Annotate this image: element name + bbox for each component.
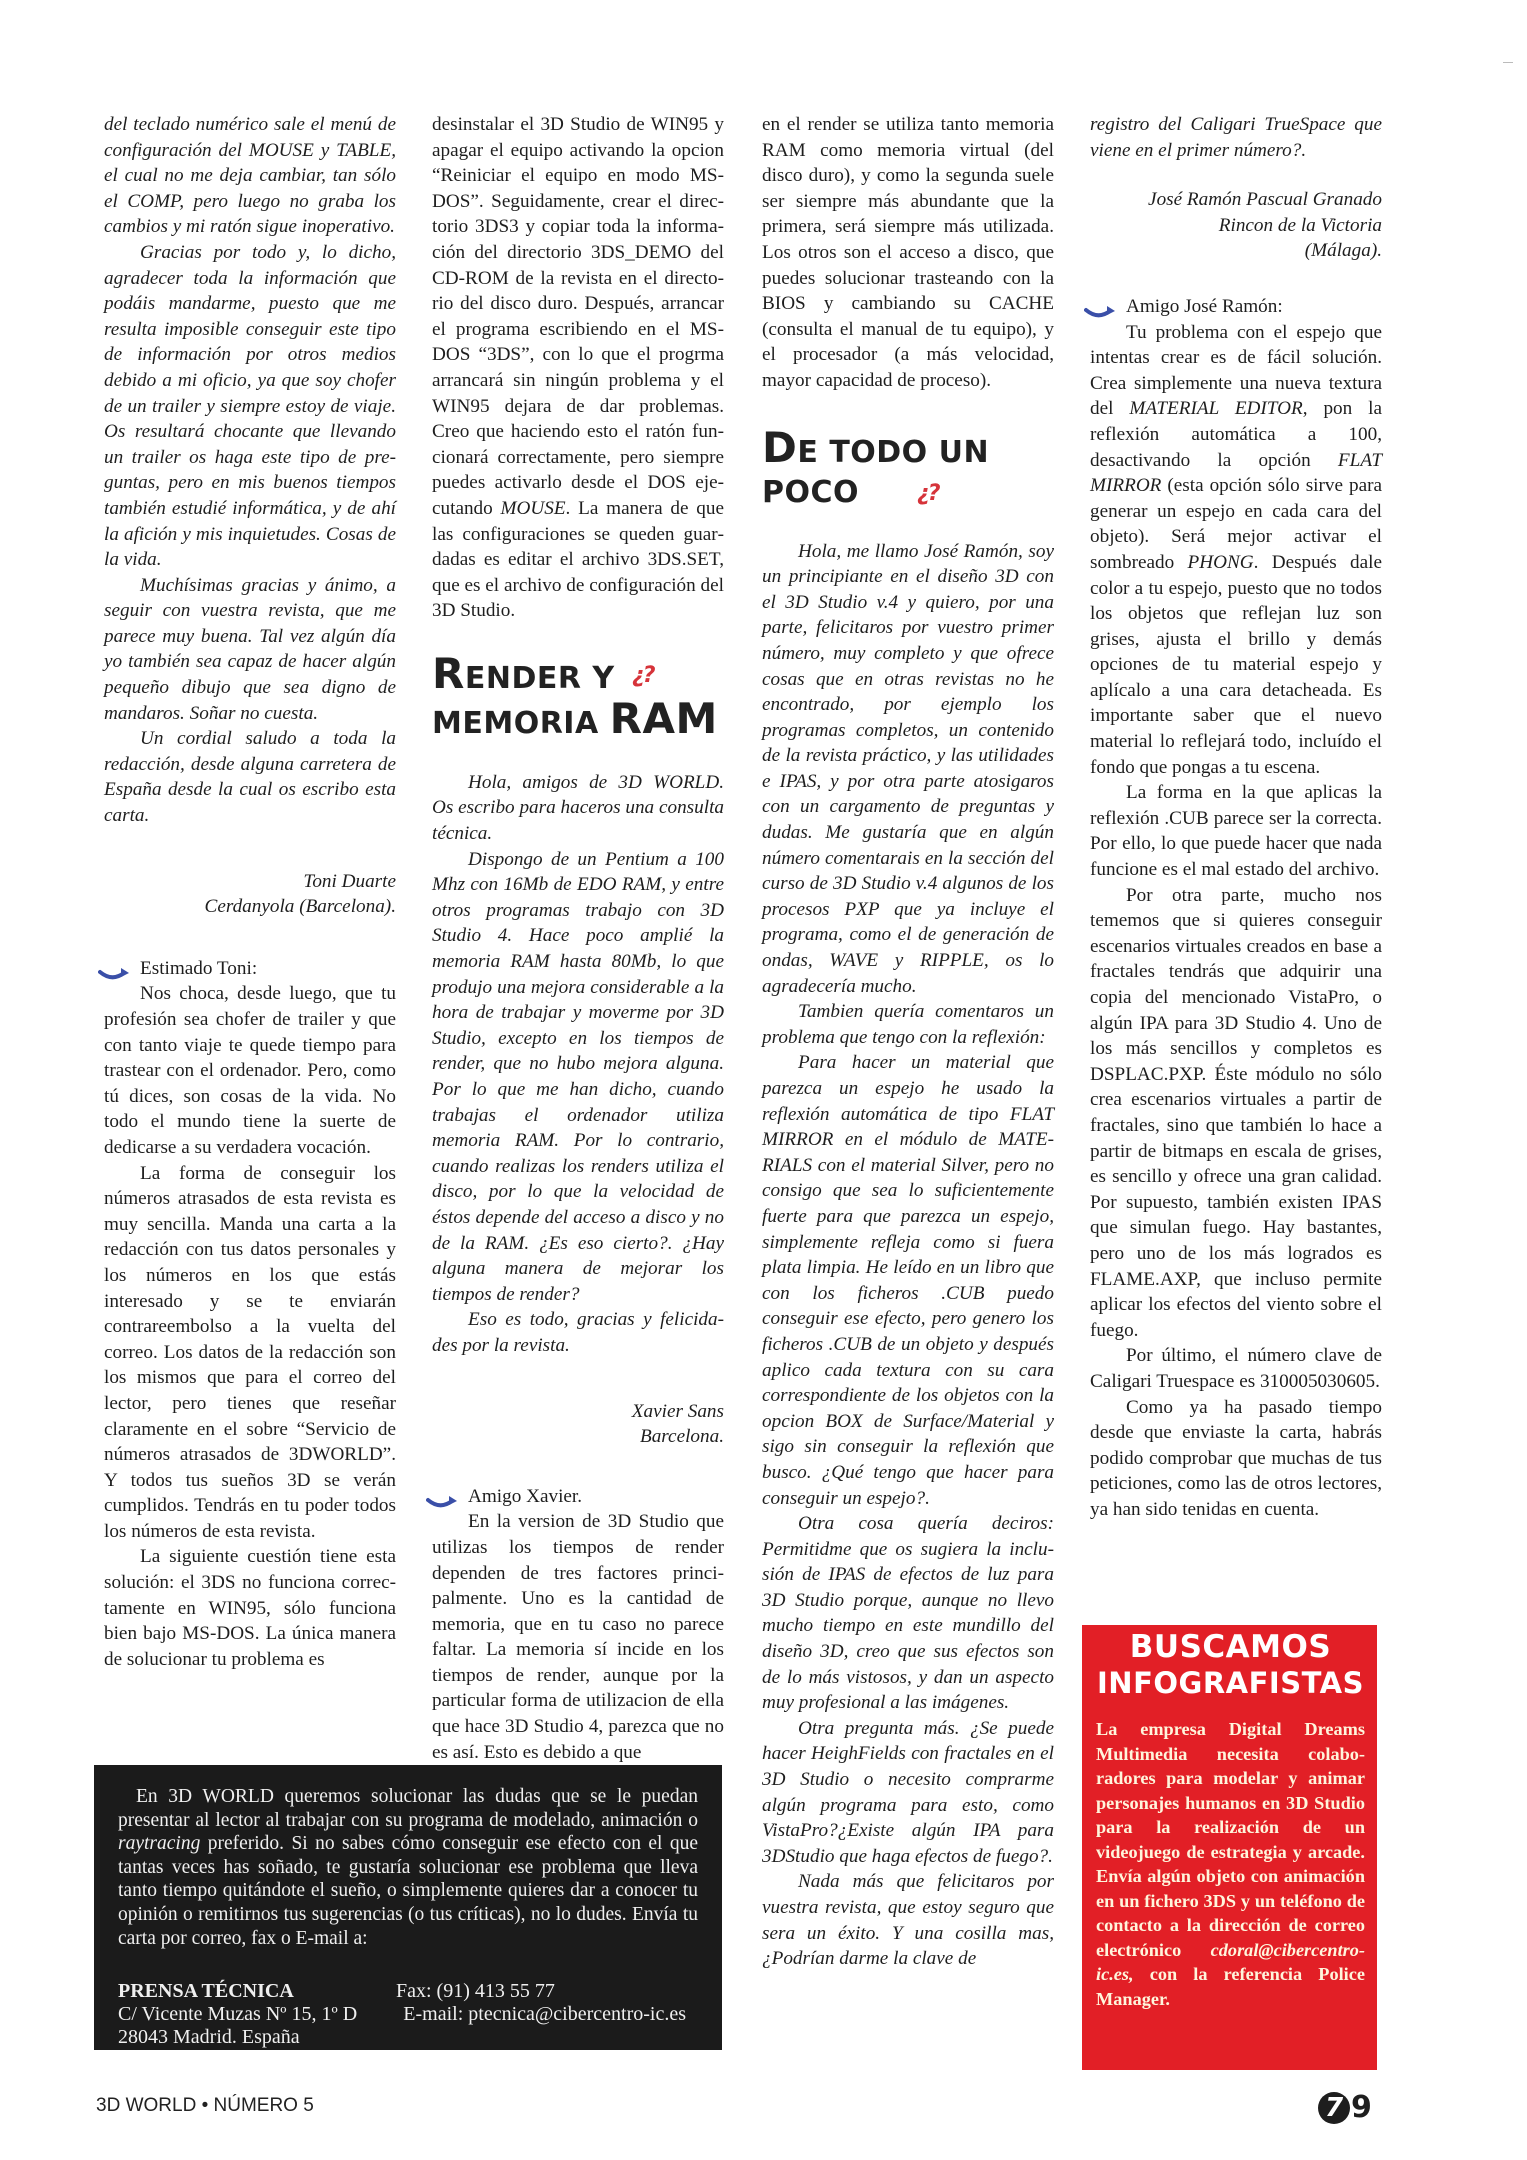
signature-name: Xavier Sans — [631, 1400, 724, 1422]
letter-toni-paragraph: Un cordial saludo a toda la redacción, desde alguna carretera de España desde la cual os escribo esta carta. — [104, 728, 396, 827]
letter-toni-paragraph: Gracias por todo y, lo dicho, agradecer toda la información que podáis mandarme, puesto que me resulta imposible conseguir este tipo de información por otros medios debido a mi oficio, ya que soy chofer de un trailer y siempre estoy de viaje. Os resultará chocante que llevando un trailer os haga este tipo de preguntas, pero en mis buenos tiempos también estudié informática, y de ahí la afición y mis inquietudes. Cosas de la vida. — [104, 241, 396, 571]
postal-address — [118, 1980, 357, 2049]
column-3 — [762, 112, 1054, 1972]
magazine-issue-footer: 3D WORLD • NÚMERO 5 — [96, 2095, 314, 2116]
column-1 — [104, 112, 396, 1672]
letter-jose-paragraph: Tambien quería comentaros un problema que tengo con la reflexión: — [762, 1001, 1054, 1048]
letter-jose-paragraph: Para hacer un material que parezca un espejo he usado la reflexión automática de tipo FLAT MIRROR en el módulo de MATERIALS con el material Silver, pero no consigo que sea lo suficientemente fuerte para que parezca un espejo, simplemente refleja como si fuera plata limpia. He leído en un libro que con los ficheros .CUB puedo conseguir ese efecto, pero genero los ficheros .CUB de un objeto y después aplico cada textura con su cara correspondiente de los objetos con la opcion BOX de Surface/Material y sigo sin conseguir la reflexión que busco. ¿Qué tengo que hacer para conseguir un espejo?. — [762, 1052, 1054, 1509]
company-name: PRENSA TÉCNICA — [118, 1980, 294, 2003]
letter-xavier-paragraph: Eso es todo, gracias y felicidades por la revista. — [432, 1309, 724, 1356]
reply-paragraph: En la version de 3D Studio que utilizas los tiempos de render dependen de tres factores principalmente. Uno es la cantidad de memoria, que en tu caso no parece faltar. La memoria sí incide en los tiempos de render, aunque por la particular forma de utilizacion de ella que hace 3D Studio 4, parezca que no es así. Esto es debido a que — [432, 1511, 724, 1763]
letter-toni-paragraph: Muchísimas gracias y ánimo, a seguir con vuestra revista, que me parece muy buena. Tal vez algún día yo también sea capaz de hacer algún pequeño dibujo que sea digno de mandaros. Soñar no cuesta. — [104, 574, 396, 724]
letter-jose-paragraph: Otra pregunta más. ¿Se puede hacer HeighFields con fractales en el 3D Studio o necesito comprarme algún programa para esto, como VistaPro?¿Existe algún IPA para 3DStudio que haga efectos de fuego?. — [762, 1717, 1054, 1867]
signature-place: Barcelona. — [639, 1426, 724, 1448]
contact-info-box — [94, 1765, 722, 2050]
reply-paragraph: Tu problema con el espejo que intentas crear es de fácil solución. Crea simplemente una nueva textura del MATERIAL EDITOR, pon la reflexión automática a 100, desactivando la opción FLAT MIRROR (esta opción sólo sirve para generar un espejo en cada cara del objeto). Será mejor activar el sombreado PHONG. Después dale color a tu espejo, puesto que no todos los objetos que reflejan luz son grises, ajusta el brillo y demás opciones de tu material espejo y aplícalo a una cara detacheada. Es importante saber que el nuevo material lo reflejará todo, incluído el fondo que pongas a tu escena. — [1090, 321, 1382, 778]
signature-place: Rincon de la Victoria — [1218, 214, 1382, 236]
letter-signature — [104, 869, 396, 920]
reply-paragraph: Por otra parte, mucho nos tememos que si quieres conseguir escenarios virtuales creados en base a fractales tendrás que adquirir una copia del mencionado VistaPro, o algún IPA para 3D Studio 4. Uno de los más sencillos y completos es DSPLAC.PXP. Éste módulo no sólo crea escenarios virtuales a partir de fractales, sino que también lo hace a partir de bitmaps en escala de grises, es sencillo y ofrece una gran calidad. Por supuesto, también existen IPAS que simulan fuego. Hay bastantes, pero uno de los más logrados es FLAME.AXP, que incluso permite aplicar los efectos del viento sobre el fuego. — [1090, 884, 1382, 1341]
page-number-circle: 7 — [1318, 2092, 1350, 2124]
letter-jose-paragraph: Nada más que felicitaros por vuestra revista, que estoy seguro que sera un éxito. Y una cosilla mas, ¿Podrían darme la clave de — [762, 1871, 1054, 1970]
reply-arrow-icon — [98, 966, 132, 982]
ad-email-link[interactable]: cdoral@cibercentro-ic.es, — [1096, 1939, 1365, 1984]
reply-paragraph: La forma de conseguir los números atrasados de esta revista es muy sencilla. Manda una carta a la redacción con tus datos personales y los números en los que estás interesado y se te enviarán contrareembolso a la vuelta del correo. Los datos de la redacción son los mismos que para el correo del lector, pero tienes que reseñar claramente en el sobre “Servicio de números atrasados de 3DWORLD”. Y todos tus sueños 3D se verán cumplidos. Tendrás en tu poder todos los números de esta revista. — [104, 1162, 396, 1542]
reply-arrow-icon — [1084, 304, 1118, 320]
reply-greeting: Estimado Toni: — [104, 956, 396, 982]
letter-jose-paragraph: Otra cosa quería deciros: Permitidme que os sugiera la inclusión de IPAS de efectos de luz para 3D Studio porque, aunque no llevo mucho tiempo en este mundillo del diseño 3D, creo que sus efectos son de lo más vistosos, y dan un aspecto muy profesional a las imágenes. — [762, 1513, 1054, 1714]
letter-xavier-paragraph: Dispongo de un Pentium a 100 Mhz con 16Mb de EDO RAM, y entre otros programas trabajo con 3D Studio 4. Hace poco amplié la memoria RAM hasta 80Mb, lo que produjo una mejora considerable a la hora de trabajar y moverme por 3D Studio, excepto en los tiempos de render, que no hubo mejora alguna. Por lo que me han dicho, cuando trabajas el ordenador utiliza memoria RAM. Por lo contrario, cuando realizas los renders utiliza el disco, por lo que la velocidad de éstos depende del acceso a disco y no de la RAM. ¿Es eso cierto?. ¿Hay alguna manera de mejorar los tiempos de render? — [432, 848, 724, 1305]
contact-intro-text: En 3D WORLD queremos solucionar las dudas que se le puedan presentar al lector al trabajar con su programa de modelado, animación o raytracing preferido. Si no sabes cómo conseguir ese efecto con el que tantas veces has soñado, te gustaría solucionar ese problema que lleva tanto tiempo quitándote el sueño, o simplemente quieres dar a conocer tu opinión o remitirnos tus sugerencias (o tus críticas), no lo dudes. Envía tu carta por correo, fax o E-mail a: — [118, 1786, 698, 1949]
address-line: 28043 Madrid. España — [118, 2026, 300, 2049]
page-number — [1318, 2090, 1372, 2125]
column-2 — [432, 112, 724, 1765]
letter-jose-paragraph: registro del Caligari TrueSpace que viene en el primer número?. — [1090, 114, 1382, 161]
section-heading-de-todo-un-poco: DE TODO UN POCO ¿? — [762, 428, 1054, 513]
signature-name: José Ramón Pascual Granado — [1148, 189, 1382, 211]
ad-body: La empresa Digital Dreams Multimedia necesita colaboradores para modelar y animar personajes humanos en 3D Studio para la realización de un videojuego de estrategia y arcade. Envía algún objeto con animación en un fichero 3DS y un teléfono de contacto a la dirección de correo electrónico cdoral@cibercentro-ic.es, con la referencia Police Manager. — [1096, 1719, 1365, 2009]
letter-jose-paragraph: Hola, me llamo José Ramón, soy un principiante en el diseño 3D con el 3D Studio v.4 y quiero, por una parte, felicitaros por vuestro primer número, muy completo y que ofrece cosas que en otras revistas no he encontrado, por ejemplo los programas completos, un contenido de la revista práctico, y las utilidades e IPAS, y por otra parte atosigaros con un cargamento de preguntas y dudas. Me gustaría que en algún número comentarais en la sección del curso de 3D Studio v.4 algunos de los procesos PXP que ya incluye el programa, como el de generación de ondas, WAVE y RIPPLE, os lo agradecería mucho. — [762, 540, 1054, 997]
column-4 — [1090, 112, 1382, 1522]
reply-paragraph: Por último, el número clave de Caligari Truespace es 310005030605. — [1090, 1345, 1382, 1392]
fax-email — [346, 1980, 686, 2026]
reply-paragraph: desinstalar el 3D Studio de WIN95 y apagar el equipo activando la opcion “Reiniciar el equipo en modo MS-DOS”. Seguidamente, crear el directorio 3DS3 y copiar toda la información del directorio 3DS_DEMO del CD-ROM de la revista en el directorio del disco duro. Después, arrancar el programa escribiendo en el MS-DOS “3DS”, con lo que el progrma arrancará sin ningún problema y el WIN95 dejara de dar problemas. Creo que haciendo esto el ratón funcionará correctamente, pero siempre puedes activarlo desde el DOS ejecutando MOUSE. La manera de que las configuraciones se queden guardadas es editar el archivo 3DS.SET, que es el archivo de configuración del 3D Studio. — [432, 114, 724, 622]
section-heading-render-ram: RENDER Y ¿? MEMORIA RAM — [432, 648, 718, 743]
email-address[interactable]: E-mail: ptecnica@cibercentro-ic.es — [403, 2003, 686, 2026]
reply-greeting: Amigo José Ramón: — [1090, 294, 1382, 320]
reply-arrow-icon — [426, 1494, 460, 1510]
reply-paragraph: La siguiente cuestión tiene esta solución: el 3DS no funciona correctamente en WIN95, sólo funciona bien bajo MS-DOS. La única manera de solucionar tu problema es — [104, 1546, 396, 1670]
reply-paragraph: La forma en la que aplicas la reflexión .CUB parece ser la correcta. Por ello, lo que puede hacer que nada funcione es el mal estado del archivo. — [1090, 782, 1382, 881]
signature-place: (Málaga). — [1304, 240, 1382, 262]
crop-mark — [1503, 62, 1513, 63]
reply-paragraph: en el render se utiliza tanto memoria RAM como memoria virtual (del disco duro), y como la segunda suele ser siempre más abundante que la primera, será siempre más utilizada. Los otros son el acceso a disco, que puedes solucionar trasteando con la BIOS y cambiando su CACHE (consulta el manual de tu equipo), y el procesador (a más velocidad, mayor capacidad de proceso). — [762, 114, 1054, 391]
reply-paragraph: Nos choca, desde luego, que tu profesión sea chofer de trailer y que con tanto viaje te quede tiempo para trastear con el ordenador. Pero, como tú dices, son cosas de la vida. No todo el mundo tiene la suerte de dedicarse a su verdadera vocación. — [104, 983, 396, 1158]
letter-signature — [432, 1399, 724, 1450]
job-ad-box — [1082, 1625, 1377, 2070]
question-marks-icon: ¿? — [917, 480, 939, 506]
letter-toni-paragraph: del teclado numérico sale el menú de configuración del MOUSE y TABLE, el cual no me deja cambiar, tan sólo el COMP, pero luego no graba los cambios y mi ratón sigue inoperativo. — [104, 114, 396, 238]
letter-xavier-paragraph: Hola, amigos de 3D WORLD. Os escribo para haceros una consulta técnica. — [432, 771, 724, 845]
ad-title: BUSCAMOS INFOGRAFISTAS — [1097, 1629, 1364, 1700]
fax-number: Fax: (91) 413 55 77 — [396, 1980, 555, 2003]
question-marks-icon: ¿? — [632, 662, 654, 688]
reply-paragraph: Como ya ha pasado tiempo desde que enviaste la carta, habrás podido comprobar que muchas de tus peticiones, como las de otros lectores, ya han sido tenidas en cuenta. — [1090, 1396, 1382, 1520]
signature-place: Cerdanyola (Barcelona). — [204, 896, 396, 918]
signature-name: Toni Duarte — [303, 870, 396, 892]
address-line: C/ Vicente Muzas Nº 15, 1º D — [118, 2003, 358, 2026]
reply-greeting: Amigo Xavier. — [432, 1484, 724, 1510]
page-number-digit: 9 — [1351, 2090, 1372, 2125]
letter-signature — [1090, 187, 1382, 264]
